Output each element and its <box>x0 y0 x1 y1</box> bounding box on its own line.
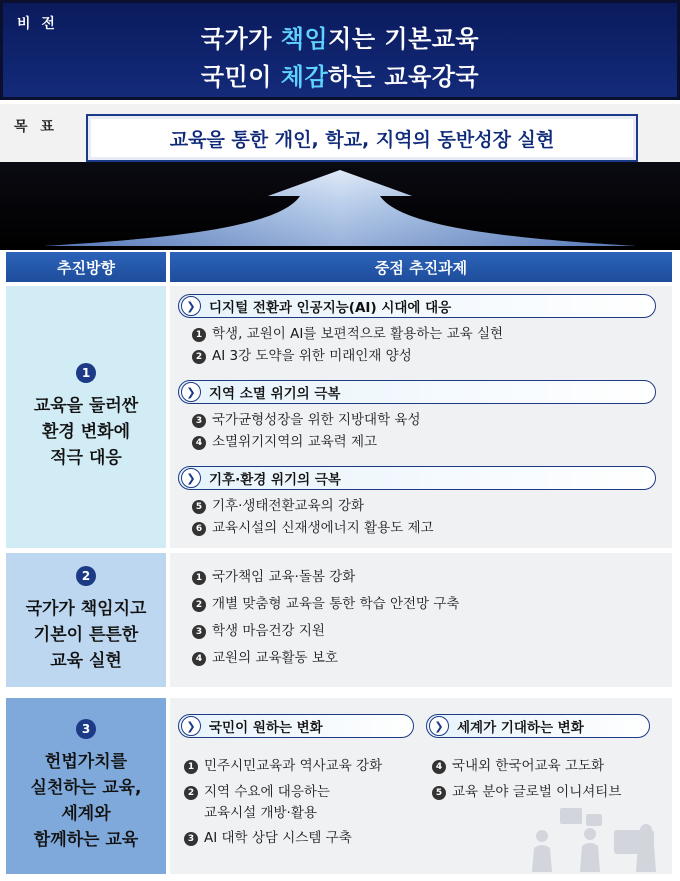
task-group-heading-label: 국민이 원하는 변화 <box>209 720 323 736</box>
task-group-heading <box>178 294 656 318</box>
task-text: 국가균형성장을 위한 지방대학 육성 <box>212 412 421 428</box>
task-text: 교육 분야 글로벌 이니셔티브 <box>452 784 622 800</box>
task-group-heading-label: 지역 소멸 위기의 극복 <box>209 386 341 402</box>
task-item <box>192 432 377 453</box>
direction-cell-1 <box>6 286 166 548</box>
vision-line-2 <box>3 57 677 92</box>
task-item <box>192 410 421 431</box>
task-number: 1 <box>192 328 206 342</box>
vision-line-1-highlight: 책임 <box>280 25 329 53</box>
task-text: 국내외 한국어교육 고도화 <box>452 758 605 774</box>
task-item <box>184 782 330 824</box>
task-item <box>192 621 325 642</box>
task-text: 개별 맞춤형 교육을 통한 학습 안전망 구축 <box>212 596 460 612</box>
tasks-cell-1 <box>170 286 672 548</box>
task-number: 2 <box>192 350 206 364</box>
vision-line-1-a: 국가가 <box>200 25 281 53</box>
task-number: 3 <box>184 832 198 846</box>
task-text: 민주시민교육과 역사교육 강화 <box>204 758 383 774</box>
goal-tag: 목 표 <box>14 119 58 135</box>
task-number: 2 <box>184 786 198 800</box>
task-group-heading-label: 디지털 전환과 인공지능(AI) 시대에 대응 <box>209 300 452 316</box>
chevron-right-icon: ❯ <box>429 716 449 736</box>
task-text: 지역 수요에 대응하는 교육시설 개방·활용 <box>204 784 330 821</box>
task-group-heading <box>178 380 656 404</box>
direction-number: 1 <box>76 363 96 383</box>
goal-section <box>0 104 680 250</box>
direction-number: 2 <box>76 566 96 586</box>
task-number: 5 <box>192 500 206 514</box>
direction-number: 3 <box>76 719 96 739</box>
task-group-heading <box>178 714 414 738</box>
task-number: 4 <box>432 760 446 774</box>
vision-line-2-c: 하는 교육강국 <box>328 63 480 91</box>
vision-tag: 비 전 <box>17 16 58 32</box>
goal-text: 교육을 통한 개인, 학교, 지역의 동반성장 실현 <box>86 114 638 162</box>
task-text: 소멸위기지역의 교육력 제고 <box>212 434 378 450</box>
task-group-heading-label: 세계가 기대하는 변화 <box>457 720 584 736</box>
task-item <box>184 756 382 777</box>
task-text: 기후·생태전환교육의 강화 <box>212 498 365 514</box>
task-text: 교육시설의 신재생에너지 활용도 제고 <box>212 520 434 536</box>
task-item <box>192 324 503 345</box>
vision-banner <box>0 0 680 100</box>
task-number: 3 <box>192 414 206 428</box>
task-group-heading <box>178 466 656 490</box>
direction-title: 교육을 둘러싼 환경 변화에 적극 대응 <box>33 396 139 468</box>
column-header-direction: 추진방향 <box>6 252 166 282</box>
direction-cell-2 <box>6 553 166 687</box>
task-item <box>432 756 604 777</box>
task-item <box>192 594 459 615</box>
direction-cell-3 <box>6 698 166 874</box>
task-number: 3 <box>192 625 206 639</box>
vision-line-1 <box>3 19 677 54</box>
task-group-heading <box>426 714 650 738</box>
vision-line-1-c: 지는 기본교육 <box>328 25 480 53</box>
column-header-tasks: 중점 추진과제 <box>170 252 672 282</box>
task-number: 4 <box>192 652 206 666</box>
direction-title: 헌법가치를 실천하는 교육, 세계와 함께하는 교육 <box>30 752 142 850</box>
chevron-right-icon: ❯ <box>181 382 201 402</box>
task-text: 학생, 교원이 AI를 보편적으로 활용하는 교육 실현 <box>212 326 504 342</box>
task-item <box>192 648 338 669</box>
direction-title: 국가가 책임지고 기본이 튼튼한 교육 실현 <box>25 599 147 671</box>
vision-line-2-highlight: 체감 <box>280 63 329 91</box>
task-number: 1 <box>184 760 198 774</box>
vision-line-2-a: 국민이 <box>200 63 281 91</box>
task-text: 국가책임 교육·돌봄 강화 <box>212 569 356 585</box>
task-text: AI 대학 상담 시스템 구축 <box>204 830 352 846</box>
task-number: 6 <box>192 522 206 536</box>
task-item <box>192 346 412 367</box>
task-number: 2 <box>192 598 206 612</box>
chevron-right-icon: ❯ <box>181 468 201 488</box>
people-illustration-icon <box>520 800 670 872</box>
chevron-right-icon: ❯ <box>181 716 201 736</box>
task-group-heading-label: 기후·환경 위기의 극복 <box>209 472 341 488</box>
task-number: 5 <box>432 786 446 800</box>
task-number: 4 <box>192 436 206 450</box>
upward-arrow-icon <box>40 166 640 250</box>
chevron-right-icon: ❯ <box>181 296 201 316</box>
tasks-cell-2 <box>170 553 672 687</box>
task-item <box>192 567 355 588</box>
task-text: 학생 마음건강 지원 <box>212 623 325 639</box>
task-text: AI 3강 도약을 위한 미래인재 양성 <box>212 348 412 364</box>
task-item <box>192 496 364 517</box>
task-text: 교원의 교육활동 보호 <box>212 650 338 666</box>
task-item <box>184 828 352 849</box>
task-item <box>192 518 434 539</box>
task-number: 1 <box>192 571 206 585</box>
